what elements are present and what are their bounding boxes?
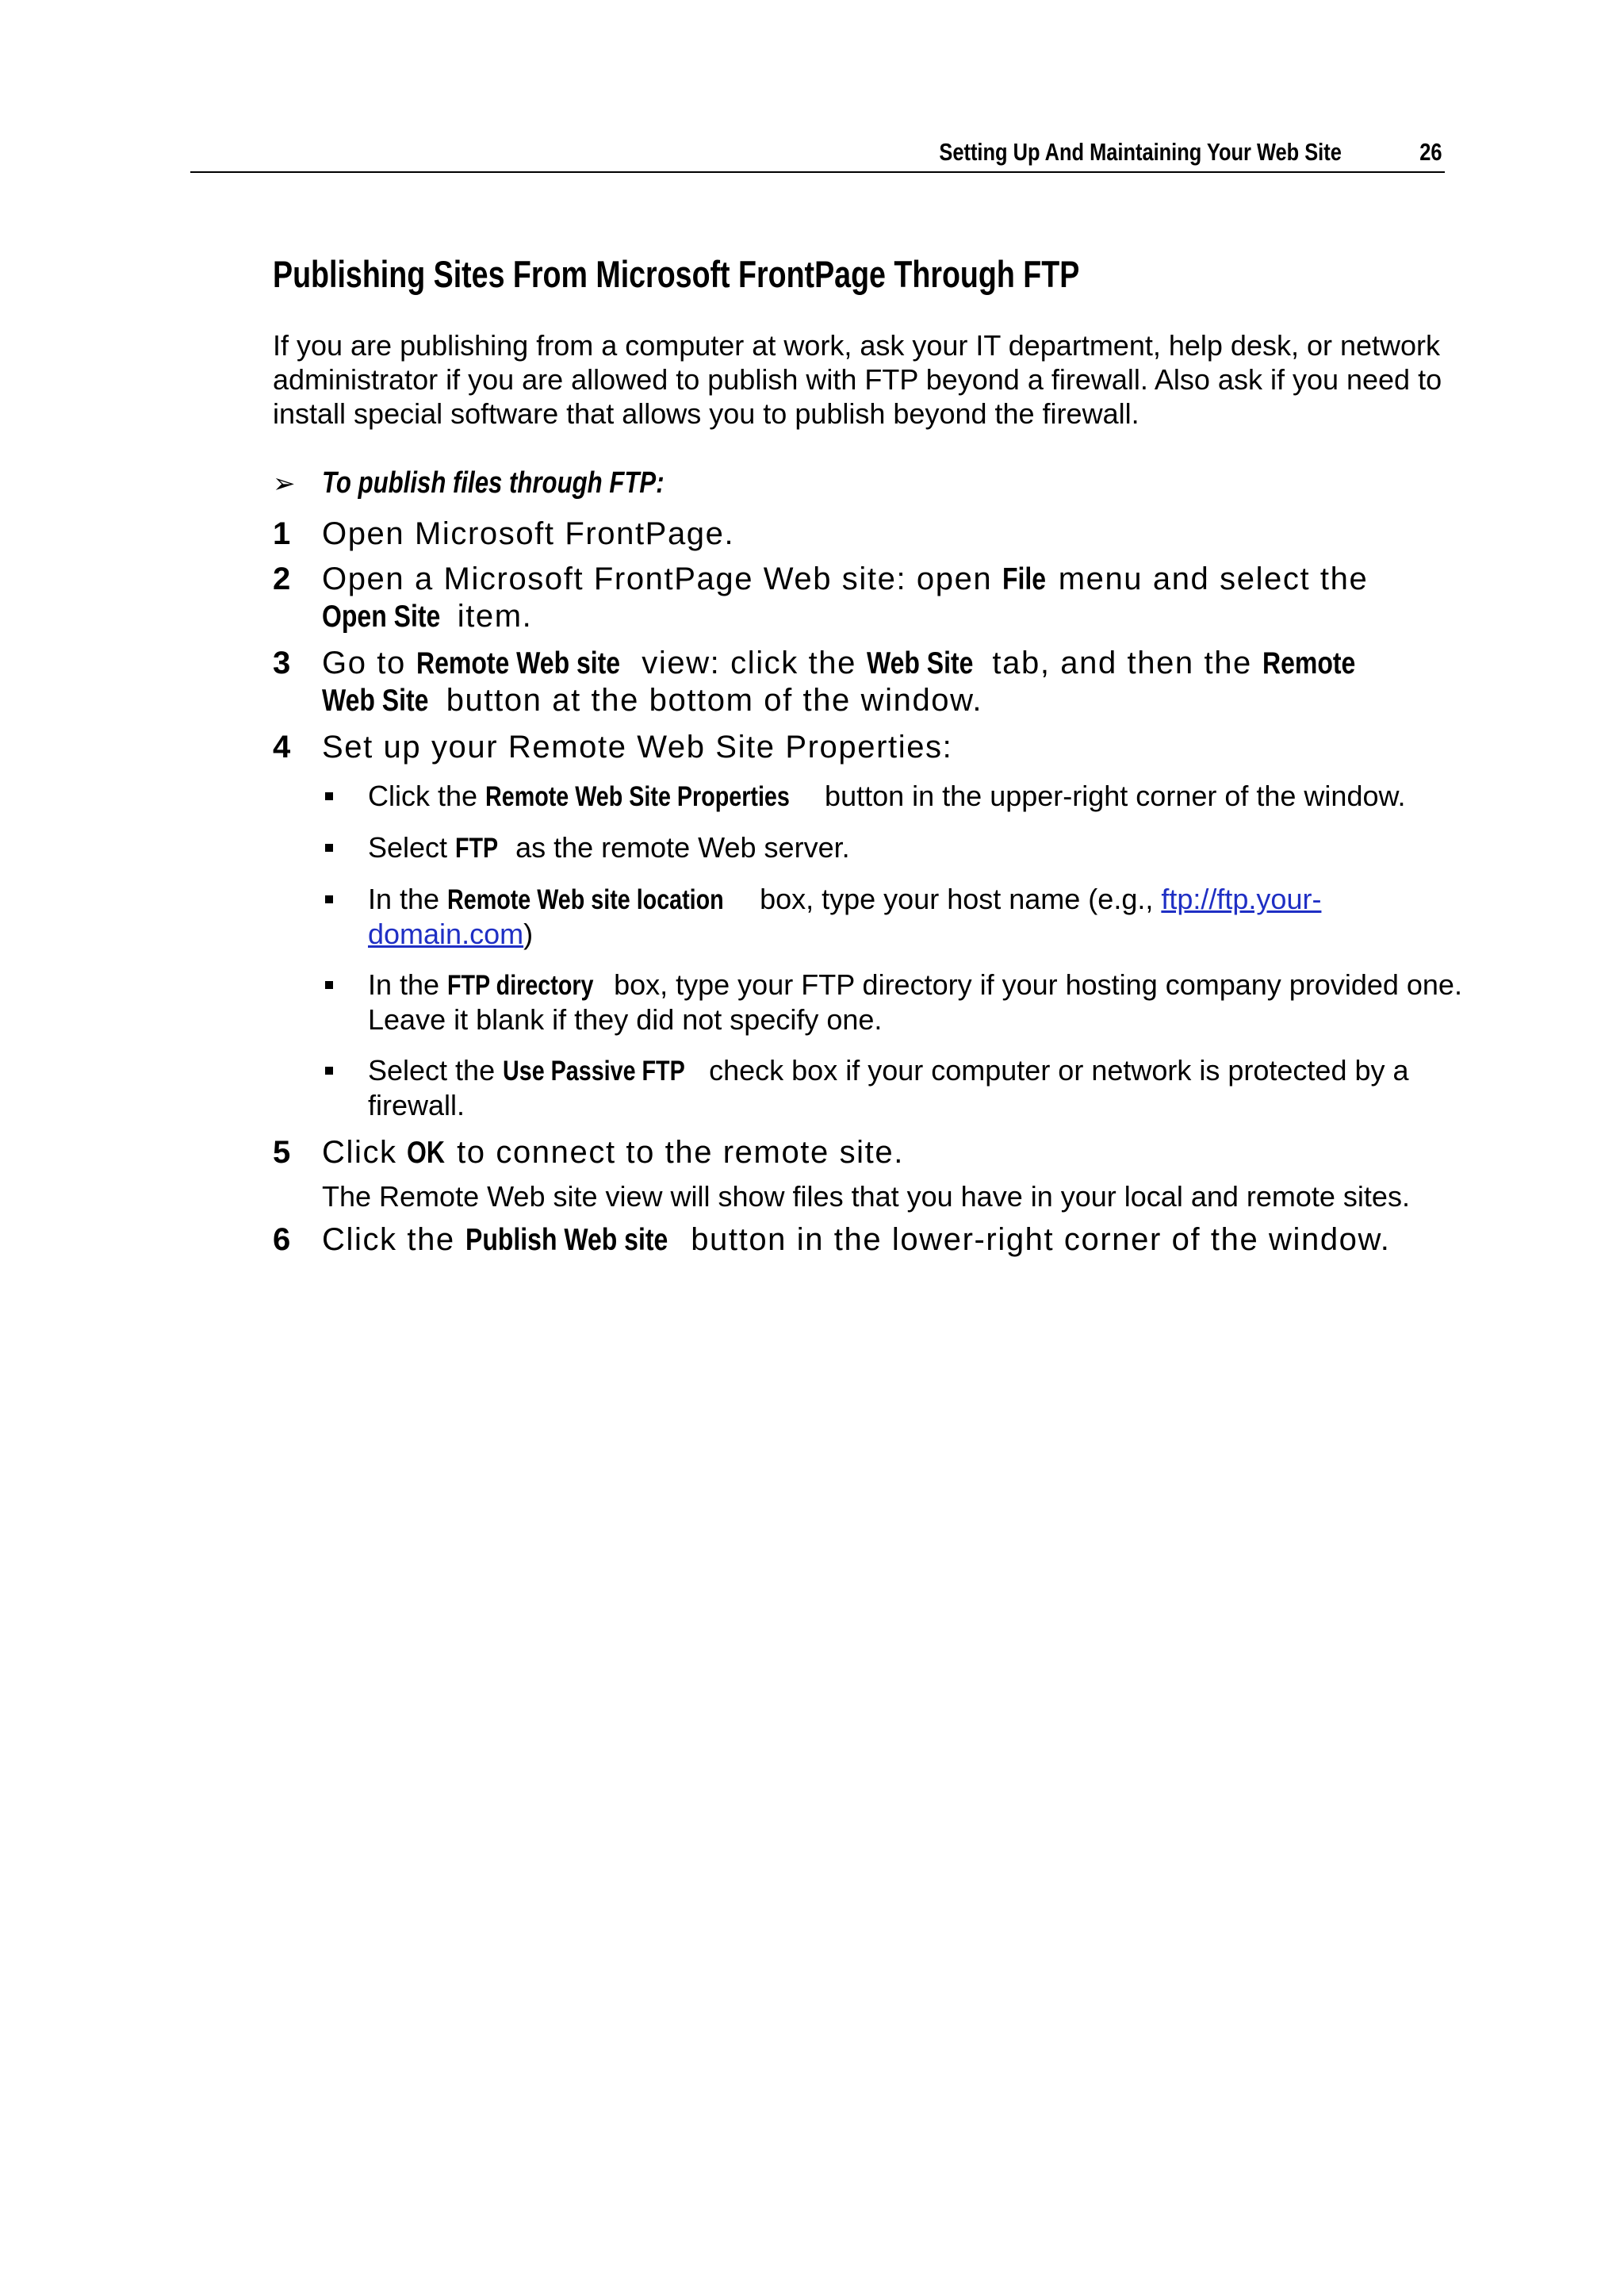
square-bullet-icon: [325, 895, 333, 903]
tab-name-web-site: Web Site: [866, 646, 974, 680]
substep-item: [322, 1053, 1462, 1122]
step-5: [273, 1134, 1462, 1171]
step-text: Open a Microsoft FrontPage Web site: open: [322, 562, 1002, 596]
substep-text: ): [523, 918, 534, 950]
step-text: Go to: [322, 646, 416, 680]
square-bullet-icon: [325, 792, 333, 800]
step-text: Click the: [322, 1222, 465, 1257]
step-number: 6: [273, 1222, 291, 1257]
substep-item: [322, 779, 1462, 814]
step-2: [273, 561, 1462, 635]
substep-text: box, type your host name (e.g.,: [752, 883, 1162, 915]
substep-item: [322, 968, 1462, 1037]
field-name-ftp-directory: FTP directory: [447, 970, 594, 1001]
step-text: button in the lower-right corner of the window.: [680, 1222, 1391, 1257]
square-bullet-icon: [325, 981, 333, 989]
square-bullet-icon: [325, 844, 333, 852]
step-text: menu and select the: [1048, 562, 1369, 596]
host-name-example-link[interactable]: ftp://ftp.your-domain.com: [368, 883, 1322, 950]
step-text: Open Microsoft FrontPage.: [322, 516, 735, 551]
button-name-web-site: Web Site: [322, 684, 429, 718]
step-number: 3: [273, 646, 291, 680]
menu-item-open-site: Open Site: [322, 600, 441, 634]
button-name-remote-web-site-properties: Remote Web Site Properties: [485, 781, 790, 812]
step-4-substeps: [273, 779, 1462, 1122]
intro-paragraph: If you are publishing from a computer at work, ask your IT department, help desk, or network administrator if you are allowed to publish with FTP beyond a firewall. Also ask if you need to install special software that allows you to publish beyond the firewall.: [273, 329, 1442, 430]
step-text: item.: [447, 599, 533, 634]
substep-text: In the: [368, 883, 448, 915]
step-1: [273, 516, 1462, 553]
button-name-remote: Remote: [1262, 646, 1355, 680]
step-number: 5: [273, 1135, 291, 1170]
server-type-ftp: FTP: [455, 833, 499, 864]
step-6: [273, 1221, 1462, 1259]
running-header-title: Setting Up And Maintaining Your Web Site: [939, 138, 1342, 166]
arrow-bullet-icon: ➢: [273, 468, 296, 500]
step-5-note: The Remote Web site view will show files that you have in your local and remote sites.: [322, 1180, 1410, 1213]
view-name-remote-web-site: Remote Web site: [416, 646, 620, 680]
step-number: 4: [273, 730, 291, 765]
substep-item: [322, 830, 1462, 865]
substep-text: In the: [368, 968, 448, 1001]
section-title: Publishing Sites From Microsoft FrontPage Through FTP: [273, 253, 1080, 295]
button-name-publish-web-site: Publish Web site: [465, 1223, 668, 1257]
step-3: [273, 645, 1462, 719]
substep-item: [322, 882, 1462, 951]
substep-text: Click the: [368, 780, 486, 812]
step-text: Click: [322, 1135, 408, 1170]
step-text: view: click the: [631, 646, 867, 680]
step-number: 2: [273, 562, 291, 596]
steps-list: [273, 516, 1462, 1259]
step-text: tab, and then the: [982, 646, 1262, 680]
procedure-title: [273, 466, 739, 500]
button-name-ok: OK: [407, 1136, 446, 1170]
step-text: to connect to the remote site.: [446, 1135, 904, 1170]
square-bullet-icon: [325, 1067, 333, 1075]
substep-text: as the remote Web server.: [508, 831, 850, 864]
substep-text: Select the: [368, 1054, 504, 1087]
procedure-title-text: To publish files through FTP:: [322, 466, 665, 500]
substep-text: button in the upper-right corner of the window.: [817, 780, 1406, 812]
step-text: button at the bottom of the window.: [436, 683, 983, 718]
step-text: Set up your Remote Web Site Properties:: [322, 730, 953, 765]
substep-text: Select: [368, 831, 456, 864]
step-number: 1: [273, 516, 291, 551]
field-name-remote-web-site-location: Remote Web site location: [447, 884, 724, 915]
step-4: [273, 729, 1462, 766]
substep-text: box, type your FTP directory if your hosting company provided one. Leave it blank if they did not specify one.: [368, 968, 1462, 1036]
substep-text: check box if your computer or network is protected by a firewall.: [368, 1054, 1409, 1121]
checkbox-name-use-passive-ftp: Use Passive FTP: [503, 1056, 685, 1087]
page-number: 26: [1419, 138, 1442, 166]
page-header: [190, 133, 1445, 173]
menu-name-file: File: [1002, 562, 1047, 596]
